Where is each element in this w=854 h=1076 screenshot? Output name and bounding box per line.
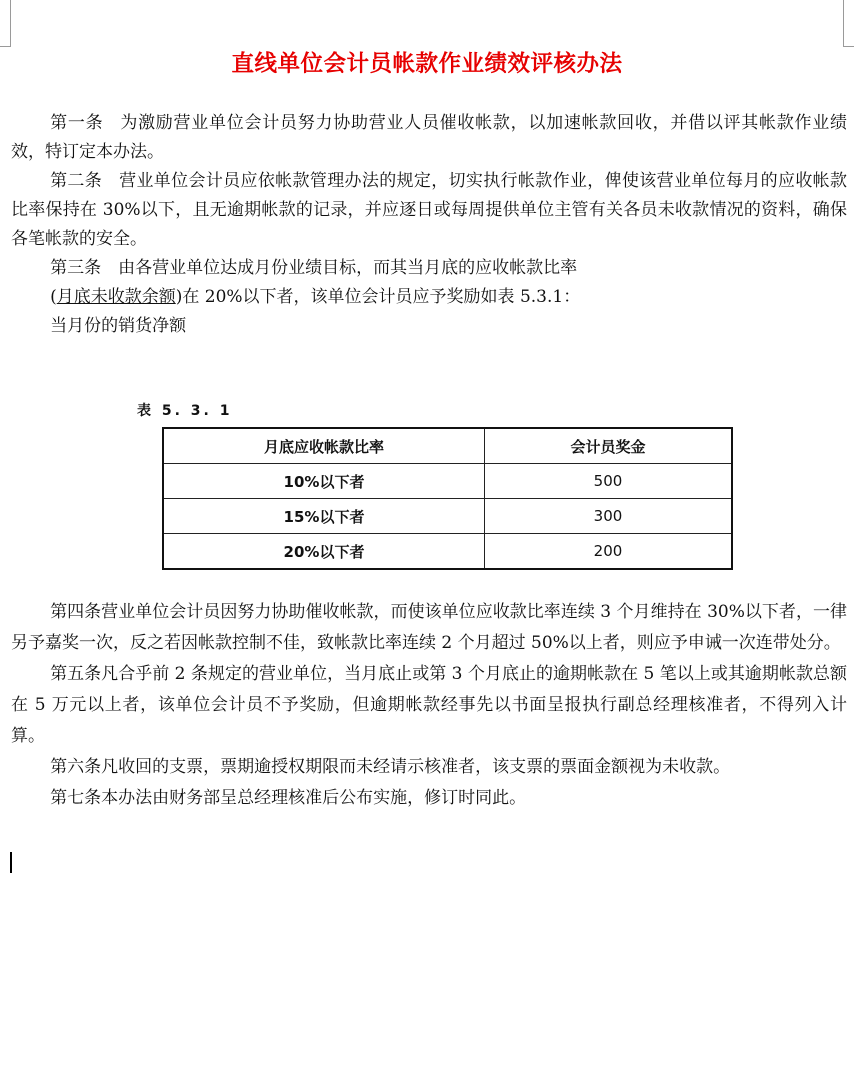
article-4	[11, 597, 847, 659]
table-cell-rate: 15%以下者	[163, 499, 485, 534]
table-cell-rate: 10%以下者	[163, 464, 485, 499]
article-text: 营业单位会计员应依帐款管理办法的规定，切实执行帐款作业，俾使该营业单位每月的应收帐款比率保持在 30%以下，且无逾期帐款的记录，并应逐日或每周提供单位主管有关各员未收款情况的资料，确保各笔帐款的安全。	[11, 171, 848, 249]
article-text: 本办法由财务部呈总经理核准后公布实施，修订时同此。	[101, 788, 527, 808]
article-number: 第四条	[50, 602, 102, 622]
table-row	[163, 464, 732, 499]
table-header-rate: 月底应收帐款比率	[163, 428, 485, 464]
document-body-part1	[11, 109, 847, 341]
article-text: 由各营业单位达成月份业绩目标，而其当月底的应收帐款比率	[118, 258, 578, 278]
article-text: 凡收回的支票，票期逾授权期限而未经请示核准者，该支票的票面金额视为未收款。	[101, 757, 731, 777]
article-3-continuation	[11, 283, 847, 312]
table-caption: 表 5. 3. 1	[137, 403, 233, 419]
article-text: 凡合乎前 2 条规定的营业单位，当月底止或第 3 个月底止的逾期帐款在 5 笔以上或其逾期帐款总额在 5 万元以上者，该单位会计员不予奖励，但逾期帐款经事先以书面呈报执行副总经理核准者，不得列入计算。	[11, 664, 848, 746]
article-number: 第五条	[50, 664, 102, 684]
article-7	[11, 783, 847, 814]
table-header-row	[163, 428, 732, 464]
article-text: 营业单位会计员因努力协助催收帐款，而使该单位应收款比率连续 3 个月维持在 30%以下者，一律另予嘉奖一次，反之若因帐款控制不佳，致帐款比率连续 2 个月超过 50%以上者，则应予申诫一次连带处分。	[11, 602, 848, 653]
article-1	[11, 109, 847, 167]
article-number: 第六条	[50, 757, 102, 777]
open-paren: (	[50, 287, 57, 307]
article-number: 第三条	[50, 258, 102, 278]
bonus-table	[162, 427, 733, 570]
article-6	[11, 752, 847, 783]
page-corner-mark-left	[0, 0, 11, 47]
table-cell-rate: 20%以下者	[163, 534, 485, 570]
article-number: 第二条	[50, 171, 103, 191]
document-title: 直线单位会计员帐款作业绩效评核办法	[231, 51, 623, 77]
table-cell-bonus: 200	[485, 534, 733, 570]
article-text: 当月份的销货净额	[50, 316, 187, 336]
text-caret	[10, 852, 12, 873]
table-row	[163, 499, 732, 534]
table-header-bonus: 会计员奖金	[485, 428, 733, 464]
article-2	[11, 167, 847, 254]
article-3-denominator	[11, 312, 847, 341]
article-3	[11, 254, 847, 283]
article-text: 为激励营业单位会计员努力协助营业人员催收帐款，以加速帐款回收，并借以评其帐款作业绩效，特订定本办法。	[11, 113, 848, 162]
article-5	[11, 659, 847, 752]
page-corner-mark-right	[843, 0, 854, 47]
underlined-term: 月底未收款余额	[56, 287, 176, 307]
article-number: 第一条	[50, 113, 104, 133]
article-text: )在 20%以下者，该单位会计员应予奖励如表 5.3.1：	[175, 287, 581, 307]
table-row	[163, 534, 732, 570]
table-cell-bonus: 500	[485, 464, 733, 499]
article-number: 第七条	[50, 788, 102, 808]
document-body-part2	[11, 597, 847, 814]
table-cell-bonus: 300	[485, 499, 733, 534]
